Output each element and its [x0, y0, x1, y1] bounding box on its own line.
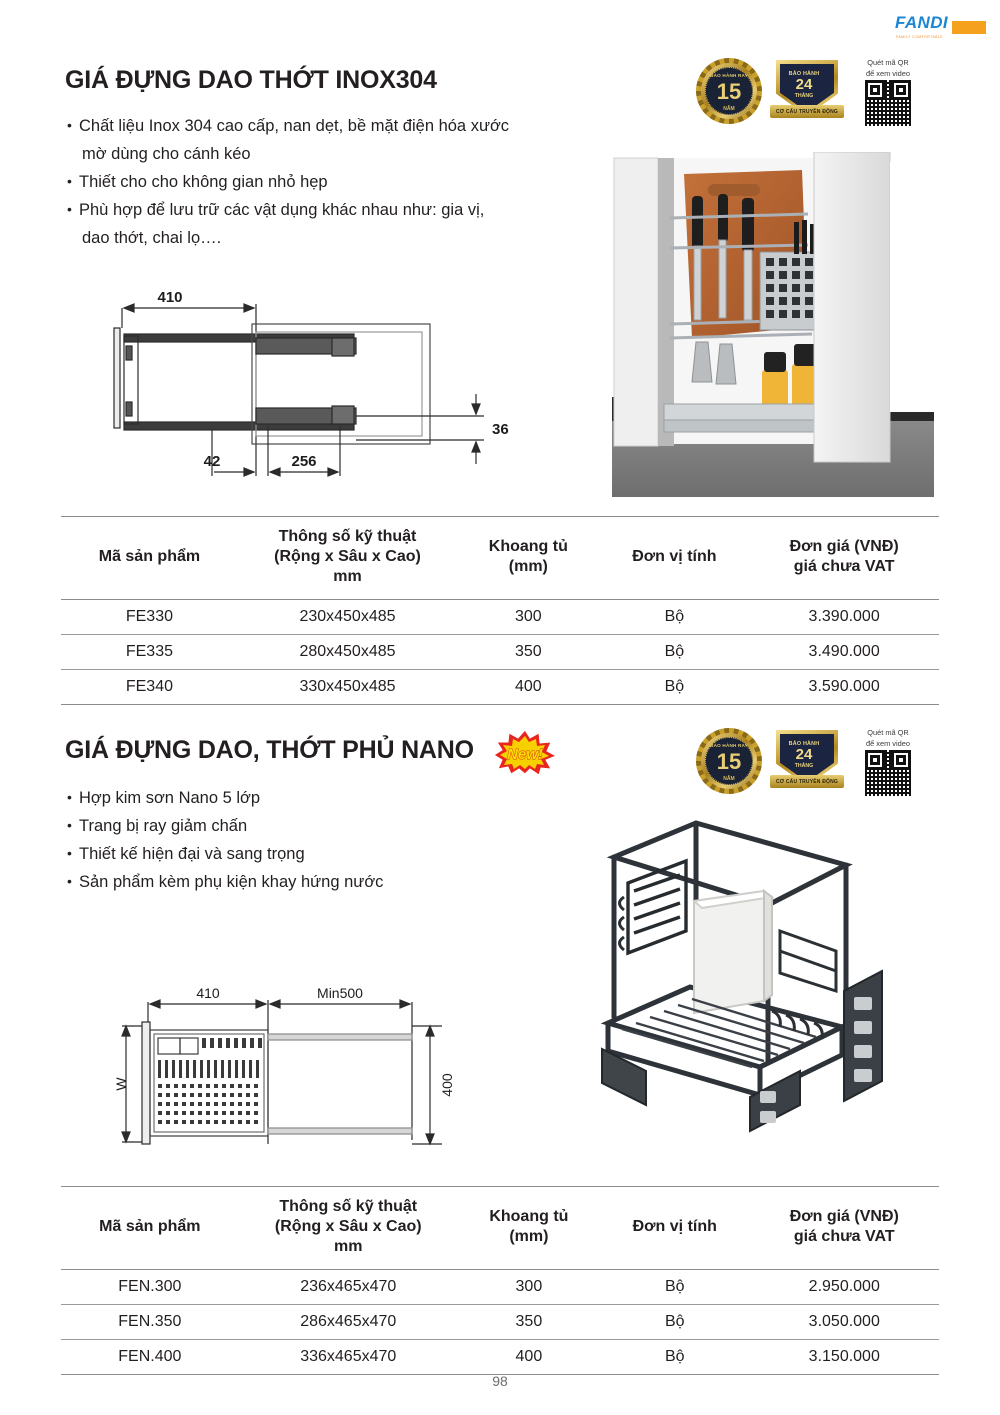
- qr-caption-line1: Quét mã QR: [867, 728, 909, 737]
- column-header-unit: Đơn vị tính: [600, 517, 750, 600]
- column-header-price: [750, 1187, 939, 1270]
- price-table-inox304: [61, 516, 939, 705]
- cell-price: 3.150.000: [750, 1340, 939, 1375]
- feature-text: Thiết cho cho không gian nhỏ hẹp: [79, 173, 328, 191]
- gap-header-line1: Khoang tủ: [489, 1208, 569, 1225]
- cell-unit: Bộ: [600, 635, 750, 670]
- shield-number: 24: [795, 746, 813, 763]
- cell-code: FE330: [61, 600, 238, 635]
- spec-header-line1: Thông số kỹ thuật: [278, 528, 417, 545]
- feature-text-cont: mờ dùng cho cánh kéo: [82, 145, 251, 163]
- price-header-line1: Đơn giá (VNĐ): [789, 538, 899, 555]
- price-header-line2: giá chưa VAT: [793, 1228, 895, 1245]
- brand-header: [895, 13, 986, 39]
- table-row: [61, 600, 939, 635]
- qr-video-block: [852, 728, 924, 796]
- list-item: [66, 840, 536, 868]
- page-title-nano: GIÁ ĐỰNG DAO, THỚT PHỦ NANO: [65, 736, 474, 764]
- feature-text: Hợp kim sơn Nano 5 lớp: [79, 789, 261, 807]
- list-item: [66, 812, 536, 840]
- badge-cluster-inox304: [696, 58, 924, 126]
- dim-label-36: 36: [492, 421, 509, 438]
- column-header-unit: Đơn vị tính: [600, 1187, 750, 1270]
- qr-caption-line1: Quét mã QR: [867, 58, 909, 67]
- cell-spec: 286x465x470: [239, 1305, 458, 1340]
- dim-label-256: 256: [291, 453, 317, 470]
- shield-ribbon: [770, 775, 844, 788]
- gap-header-line2: (mm): [508, 558, 548, 575]
- column-header-gap: [458, 1187, 600, 1270]
- dim-label-410: 410: [157, 289, 183, 306]
- column-header-gap: [457, 517, 599, 600]
- table-row: [61, 635, 939, 670]
- list-item: [66, 868, 536, 896]
- column-header-spec: [239, 1187, 458, 1270]
- cell-spec: 236x465x470: [239, 1270, 458, 1305]
- seal-bottom-text: NĂM: [723, 776, 735, 782]
- cell-code: FEN.350: [61, 1305, 239, 1340]
- product-photo-nano: [600, 805, 900, 1145]
- cell-unit: Bộ: [600, 1340, 750, 1375]
- dim-label-min500: Min500: [317, 985, 363, 1001]
- seal-bottom-text: NĂM: [723, 106, 735, 112]
- shield-ribbon-text: CƠ CẤU TRUYỀN ĐỘNG: [775, 778, 839, 785]
- cell-spec: 280x450x485: [238, 635, 457, 670]
- spec-header-line2: (Rộng x Sâu x Cao): [274, 1218, 422, 1235]
- warranty-24-month-shield-icon: [770, 728, 844, 794]
- shield-ribbon-text: CƠ CẤU TRUYỀN ĐỘNG: [775, 108, 839, 115]
- table-row: [61, 1305, 939, 1340]
- cell-price: 3.490.000: [749, 635, 939, 670]
- feature-list-inox304: [66, 112, 596, 252]
- spec-header-line2: (Rộng x Sâu x Cao): [274, 548, 421, 565]
- table-row: [61, 1270, 939, 1305]
- cell-gap: 350: [458, 1305, 600, 1340]
- qr-code-icon[interactable]: [865, 80, 911, 126]
- new-badge-text: New!: [507, 746, 543, 763]
- table-row: [61, 1340, 939, 1375]
- feature-text: Trang bị ray giảm chấn: [79, 817, 248, 835]
- cell-code: FE335: [61, 635, 238, 670]
- product-photo-inox304: [612, 152, 934, 497]
- list-item: [66, 196, 596, 252]
- price-header-line2: giá chưa VAT: [793, 558, 895, 575]
- brand-wordmark: FANDI: [895, 13, 948, 32]
- qr-code-icon[interactable]: [865, 750, 911, 796]
- fandi-logo: [895, 13, 986, 39]
- feature-text: Thiết kế hiện đại và sang trọng: [79, 845, 305, 863]
- cell-price: 3.390.000: [749, 600, 939, 635]
- table-header-row: [61, 1187, 939, 1270]
- dim-label-400: 400: [439, 1073, 455, 1097]
- table-row: [61, 670, 939, 705]
- spec-header-line3: mm: [334, 1238, 363, 1255]
- cell-spec: 330x450x485: [238, 670, 457, 705]
- cell-code: FEN.400: [61, 1340, 239, 1375]
- list-item: [66, 784, 536, 812]
- brand-tagline: FAMILY COMFORTABLE: [896, 34, 944, 39]
- feature-text-cont: dao thớt, chai lọ….: [82, 229, 222, 247]
- seal-number: 15: [716, 749, 742, 774]
- shield-number: 24: [795, 76, 813, 93]
- badge-cluster-nano: [696, 728, 924, 796]
- brand-accent-block: [952, 21, 986, 34]
- spec-header-line3: mm: [333, 568, 362, 585]
- seal-top-text: BẢO HÀNH RAY: [710, 743, 748, 748]
- feature-text: Phù hợp để lưu trữ các vật dụng khác nhau như: gia vị,: [79, 201, 485, 219]
- shield-line2: THÁNG: [794, 763, 814, 769]
- warranty-15-year-seal-icon: [696, 58, 762, 124]
- column-header-price: [749, 517, 939, 600]
- page-title-inox304: GIÁ ĐỰNG DAO THỚT INOX304: [65, 66, 437, 94]
- cell-gap: 350: [457, 635, 599, 670]
- warranty-15-year-seal-icon: [696, 728, 762, 794]
- technical-drawing-inox304: [100, 276, 520, 496]
- seal-number: 15: [716, 79, 742, 104]
- cell-unit: Bộ: [600, 600, 750, 635]
- qr-video-block: [852, 58, 924, 126]
- dim-label-w: W: [113, 1077, 129, 1091]
- dim-label-42: 42: [203, 453, 221, 470]
- price-table-nano: [61, 1186, 939, 1375]
- cell-gap: 300: [458, 1270, 600, 1305]
- technical-drawing-nano: [112, 976, 472, 1166]
- seal-top-text: BẢO HÀNH RAY: [710, 73, 748, 78]
- shield-line1: BẢO HÀNH: [788, 741, 820, 747]
- warranty-24-month-shield-icon: [770, 58, 844, 124]
- gap-header-line2: (mm): [509, 1228, 549, 1245]
- cell-code: FEN.300: [61, 1270, 239, 1305]
- cell-price: 2.950.000: [750, 1270, 939, 1305]
- feature-text: Chất liệu Inox 304 cao cấp, nan dẹt, bề mặt điện hóa xước: [79, 117, 510, 135]
- cell-unit: Bộ: [600, 670, 750, 705]
- cell-unit: Bộ: [600, 1305, 750, 1340]
- dim-label-410: 410: [196, 985, 220, 1001]
- cell-code: FE340: [61, 670, 238, 705]
- column-header-code: Mã sản phẩm: [61, 1187, 239, 1270]
- page-number: 98: [492, 1373, 508, 1389]
- cell-gap: 400: [458, 1340, 600, 1375]
- cell-price: 3.050.000: [750, 1305, 939, 1340]
- new-starburst-badge: [494, 729, 556, 775]
- column-header-code: Mã sản phẩm: [61, 517, 238, 600]
- shield-ribbon: [770, 105, 844, 118]
- price-header-line1: Đơn giá (VNĐ): [789, 1208, 899, 1225]
- cell-unit: Bộ: [600, 1270, 750, 1305]
- feature-list-nano: [66, 784, 536, 896]
- cell-spec: 336x465x470: [239, 1340, 458, 1375]
- list-item: [66, 112, 596, 168]
- cell-gap: 400: [457, 670, 599, 705]
- gap-header-line1: Khoang tủ: [488, 538, 568, 555]
- list-item: [66, 168, 596, 196]
- shield-line2: THÁNG: [794, 93, 814, 99]
- qr-caption-line2: để xem video: [866, 69, 910, 78]
- spec-header-line1: Thông số kỹ thuật: [279, 1198, 418, 1215]
- qr-caption-line2: để xem video: [866, 739, 910, 748]
- feature-text: Sản phẩm kèm phụ kiện khay hứng nước: [79, 873, 384, 891]
- shield-line1: BẢO HÀNH: [788, 71, 820, 77]
- column-header-spec: [238, 517, 457, 600]
- cell-spec: 230x450x485: [238, 600, 457, 635]
- cell-gap: 300: [457, 600, 599, 635]
- cell-price: 3.590.000: [749, 670, 939, 705]
- table-header-row: [61, 517, 939, 600]
